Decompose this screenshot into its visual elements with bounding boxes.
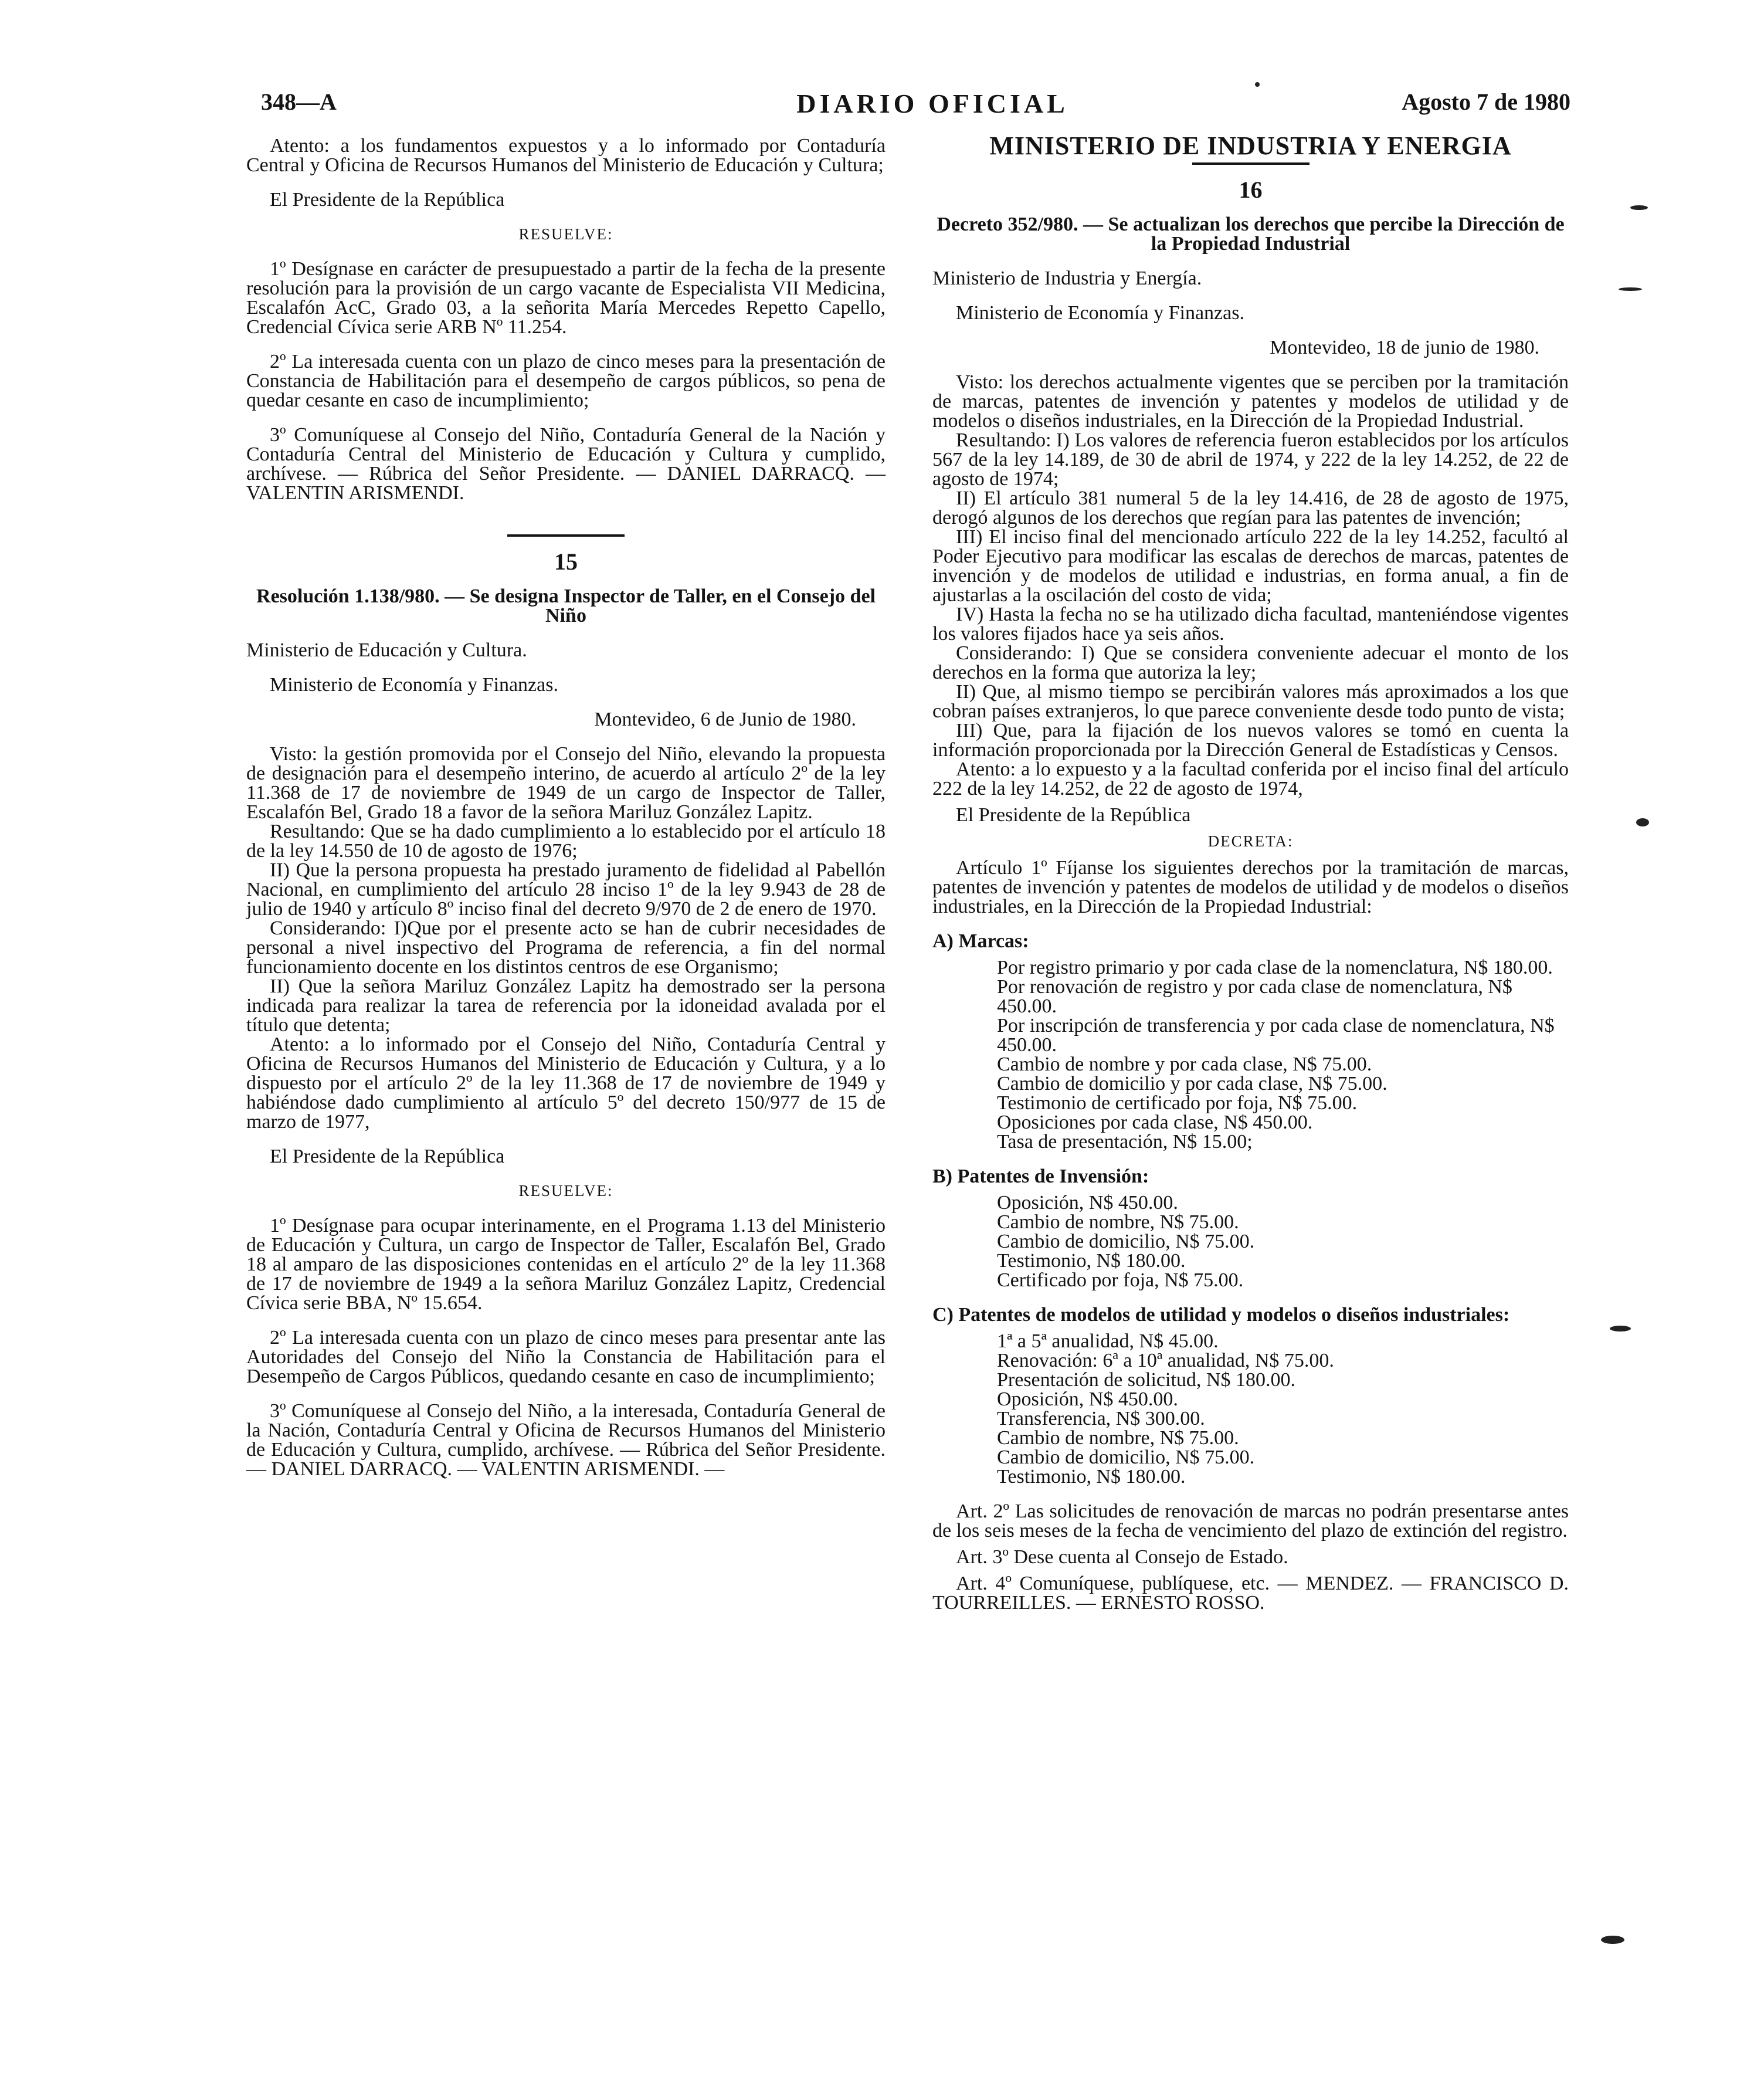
ministry-line-1: Ministerio de Industria y Energía. xyxy=(932,267,1202,289)
resultando-2: II) El artículo 381 numeral 5 de la ley 14.416, de 28 de agosto de 1975, derogó algunos de los derechos que regían para las patentes de invención; xyxy=(932,487,1569,528)
presidente-line: El Presidente de la República xyxy=(956,804,1191,826)
designation-article-2: 2º La interesada cuenta con un plazo de cinco meses para presentar ante las Autoridades del Consejo del Niño la Constancia de Habilitación para el Desempeño de Cargos Públicos, quedando cesante en caso de incumplimiento; xyxy=(246,1327,886,1387)
fee-item: Testimonio de certificado por foja, N$ 75.00. xyxy=(997,1092,1358,1114)
fee-list-b xyxy=(932,1193,1569,1290)
visto-paragraph: Visto: los derechos actualmente vigentes que se perciben por la tramitación de marcas, patentes de invención y patentes y modelos de utilidad y de modelos o diseños industriales, en la Dirección de la Propiedad Industrial. xyxy=(932,371,1569,432)
ministry-line-1: Ministerio de Educación y Cultura. xyxy=(246,639,527,661)
fee-item: Certificado por foja, N$ 75.00. xyxy=(997,1269,1244,1291)
fee-item: Presentación de solicitud, N$ 180.00. xyxy=(997,1369,1295,1391)
fee-item: Cambio de nombre, N$ 75.00. xyxy=(997,1211,1239,1233)
resolution-title: — Se designa Inspector de Taller, en el Consejo del Niño xyxy=(445,585,876,626)
fee-item: Renovación: 6ª a 10ª anualidad, N$ 75.00. xyxy=(997,1350,1334,1371)
resultando-2: II) Que la persona propuesta ha prestado juramento de fidelidad al Pabellón Nacional, en cumplimiento del artículo 28 inciso 1º de la ley 9.943 de 28 de julio de 1940 y artículo 8º inciso final del decreto 9/970 de 2 de enero de 1970. xyxy=(246,859,886,920)
fee-item: Por registro primario y por cada clase de la nomenclatura, N$ 180.00. xyxy=(997,957,1553,978)
article-3: Art. 3º Dese cuenta al Consejo de Estado. xyxy=(956,1546,1288,1568)
fee-item: Testimonio, N$ 180.00. xyxy=(997,1466,1186,1488)
scan-speck xyxy=(1610,1326,1631,1332)
article-1: 1º Desígnase en carácter de presupuestado a partir de la fecha de la presente resolución para la provisión de un cargo vacante de Especialista VII Medicina, Escalafón AcC, Grado 03, a la señorita María Mercedes Repetto Capello, Credencial Cívica serie ARB Nº 11.254. xyxy=(246,258,886,338)
considerando-2: II) Que, al mismo tiempo se percibirán valores más aproximados a los que cobran países extranjeros, lo que parece conveniente desde todo punto de vista; xyxy=(932,681,1569,722)
fee-item: Testimonio, N$ 180.00. xyxy=(997,1250,1186,1272)
publication-title: DIARIO OFICIAL xyxy=(796,89,1068,118)
ministry-line-2: Ministerio de Economía y Finanzas. xyxy=(270,674,558,696)
right-column xyxy=(932,131,1569,1614)
fee-item: Cambio de nombre, N$ 75.00. xyxy=(997,1427,1239,1449)
decree-title: — Se actualizan los derechos que percibe la Dirección de la Propiedad Industrial xyxy=(1083,214,1565,255)
resultando-3: III) El inciso final del mencionado artículo 222 de la ley 14.252, facultó al Poder Ejecutivo para modificar las escalas de derechos de marcas, patentes de invención y de modelos de utilidad e industrias, en forma anual, a fin de ajustarlas a la oscilación del costo de vida; xyxy=(932,526,1569,606)
atento-2: Atento: a lo informado por el Consejo del Niño, Contaduría Central y Oficina de Recursos Humanos del Ministerio de Educación y Cultura, y a lo dispuesto por el artículo 2º de la ley 11.368 de 17 de noviembre de 1949 y habiéndose dado cumplimiento al artículo 5º del decreto 150/977 de 15 de marzo de 1977, xyxy=(246,1034,886,1133)
article-1: Artículo 1º Fíjanse los siguientes derechos por la tramitación de marcas, patentes de invención y patentes de modelos de utilidad y de modelos o diseños industriales, en la Dirección de la Propiedad Industrial: xyxy=(932,857,1569,917)
decree-number: Decreto 352/980. xyxy=(937,214,1078,235)
fee-item: Transferencia, N$ 300.00. xyxy=(997,1408,1205,1429)
decree-date: Montevideo, 18 de junio de 1980. xyxy=(1270,337,1539,358)
section-b-heading: B) Patentes de Invensión: xyxy=(932,1166,1149,1187)
fee-item: Oposiciones por cada clase, N$ 450.00. xyxy=(997,1112,1313,1133)
atento-paragraph: Atento: a lo expuesto y a la facultad conferida por el inciso final del artículo 222 de la ley 14.252, de 22 de agosto de 1974, xyxy=(932,758,1569,799)
considerando-2: II) Que la señora Mariluz González Lapitz ha demostrado ser la persona indicada para realizar la tarea de referencia por la idoneidad avalada por el título que detenta; xyxy=(246,975,886,1036)
resolution-date: Montevideo, 6 de Junio de 1980. xyxy=(594,709,856,730)
decree-heading xyxy=(932,215,1569,253)
scan-speck xyxy=(1630,205,1648,210)
visto-paragraph: Visto: la gestión promovida por el Consejo del Niño, elevando la propuesta de designación para el desempeño interino, de acuerdo al artículo 2º de la ley 11.368 de 17 de noviembre de 1949 de un cargo de Inspector de Taller, Escalafón Bel, Grado 18 a favor de la señora Mariluz González Lapitz. xyxy=(246,743,886,823)
fee-item: Oposición, N$ 450.00. xyxy=(997,1192,1178,1214)
ministry-heading: MINISTERIO DE INDUSTRIA Y ENERGIA xyxy=(989,131,1512,160)
scan-speck xyxy=(1619,287,1642,291)
resolution-number: Resolución 1.138/980. xyxy=(256,585,440,607)
resultando-4: IV) Hasta la fecha no se ha utilizado dicha facultad, manteniéndose vigentes los valores fijados hace ya seis años. xyxy=(932,604,1569,645)
section-a-heading: A) Marcas: xyxy=(932,930,1029,952)
resultando-1: Resultando: Que se ha dado cumplimiento a lo establecido por el artículo 18 de la ley 14.550 de 10 de agosto de 1976; xyxy=(246,821,886,862)
left-column xyxy=(246,136,886,1479)
scan-speck xyxy=(1601,1936,1624,1944)
fee-item: Oposición, N$ 450.00. xyxy=(997,1388,1178,1410)
fee-list-c xyxy=(932,1332,1569,1486)
fee-item: Cambio de domicilio y por cada clase, N$ 75.00. xyxy=(997,1073,1388,1095)
article-2: Art. 2º Las solicitudes de renovación de marcas no podrán presentarse antes de los seis meses de la fecha de vencimiento del plazo de extinción del registro. xyxy=(932,1500,1569,1541)
fee-item: Por renovación de registro y por cada clase de nomenclatura, N$ 450.00. xyxy=(997,976,1512,1017)
article-3: 3º Comuníquese al Consejo del Niño, Contaduría General de la Nación y Contaduría Central del Ministerio de Educación y Cultura y cumplido, archívese. — Rúbrica del Señor Presidente. — DANIEL DARRACQ. — VALENTIN ARISMENDI. xyxy=(246,424,886,504)
section-number-15: 15 xyxy=(554,548,578,575)
issue-date: Agosto 7 de 1980 xyxy=(1402,89,1570,115)
designation-article-3: 3º Comuníquese al Consejo del Niño, a la interesada, Contaduría General de la Nación, Contaduría Central y Oficina de Recursos Humanos del Ministerio de Educación y Cultura, cumplido, archívese. — Rúbrica del Señor Presidente. — DANIEL DARRACQ. — VALENTIN ARISMENDI. — xyxy=(246,1400,886,1480)
article-4: Art. 4º Comuníquese, publíquese, etc. — MENDEZ. — FRANCISCO D. TOURREILLES. — ERNESTO ROSSO. xyxy=(932,1573,1569,1614)
ministry-line-2: Ministerio de Economía y Finanzas. xyxy=(956,302,1244,324)
atento-paragraph: Atento: a los fundamentos expuestos y a lo informado por Contaduría Central y Oficina de Recursos Humanos del Ministerio de Educación y Cultura; xyxy=(246,135,886,176)
considerando-1: Considerando: I) Que se considera conveniente adecuar el monto de los derechos en la forma que autoriza la ley; xyxy=(932,642,1569,683)
fee-list-a xyxy=(932,958,1569,1151)
decreta-heading: DECRETA: xyxy=(1207,832,1294,850)
fee-item: 1ª a 5ª anualidad, N$ 45.00. xyxy=(997,1330,1219,1352)
considerando-1: Considerando: I)Que por el presente acto se han de cubrir necesidades de personal a nivel inspectivo del Programa de referencia, a fin del normal funcionamiento docente en los distintos centros de ese Organismo; xyxy=(246,917,886,978)
fee-item: Por inscripción de transferencia y por cada clase de nomenclatura, N$ 450.00. xyxy=(997,1015,1555,1056)
presidente-line: El Presidente de la República xyxy=(270,189,505,211)
scan-speck xyxy=(1255,82,1260,87)
designation-article-1: 1º Desígnase para ocupar interinamente, en el Programa 1.13 del Ministerio de Educación y Cultura, un cargo de Inspector de Taller, Escalafón Bel, Grado 18 al amparo de las disposiciones contenidas en el artículo 2º de la ley 11.368 de 17 de noviembre de 1949 a la señora Mariluz González Lapitz, Credencial Cívica serie BBA, Nº 15.654. xyxy=(246,1215,886,1314)
article-2: 2º La interesada cuenta con un plazo de cinco meses para la presentación de Constancia de Habilitación para el desempeño de cargos públicos, so pena de quedar cesante en caso de incumplimiento; xyxy=(246,351,886,411)
considerando-3: III) Que, para la fijación de los nuevos valores se tomó en cuenta la información proporcionada por la Dirección General de Estadísticas y Censos. xyxy=(932,720,1569,761)
presidente-line-2: El Presidente de la República xyxy=(270,1146,505,1167)
scan-speck xyxy=(1636,818,1649,826)
fee-item: Cambio de nombre y por cada clase, N$ 75.00. xyxy=(997,1053,1372,1075)
resultando-1: Resultando: I) Los valores de referencia fueron establecidos por los artículos 567 de la ley 14.189, de 30 de abril de 1974, y 222 de la ley 14.252, de 22 de agosto de 1974; xyxy=(932,429,1569,490)
section-c-heading: C) Patentes de modelos de utilidad y modelos o diseños industriales: xyxy=(932,1304,1510,1326)
fee-item: Tasa de presentación, N$ 15.00; xyxy=(997,1131,1253,1153)
fee-item: Cambio de domicilio, N$ 75.00. xyxy=(997,1231,1255,1252)
resolution-heading xyxy=(246,587,886,625)
resuelve-heading: RESUELVE: xyxy=(518,225,613,243)
page-number: 348—A xyxy=(261,89,337,115)
fee-item: Cambio de domicilio, N$ 75.00. xyxy=(997,1446,1255,1468)
section-number-16: 16 xyxy=(1239,177,1263,203)
resuelve-heading-2: RESUELVE: xyxy=(518,1182,613,1200)
